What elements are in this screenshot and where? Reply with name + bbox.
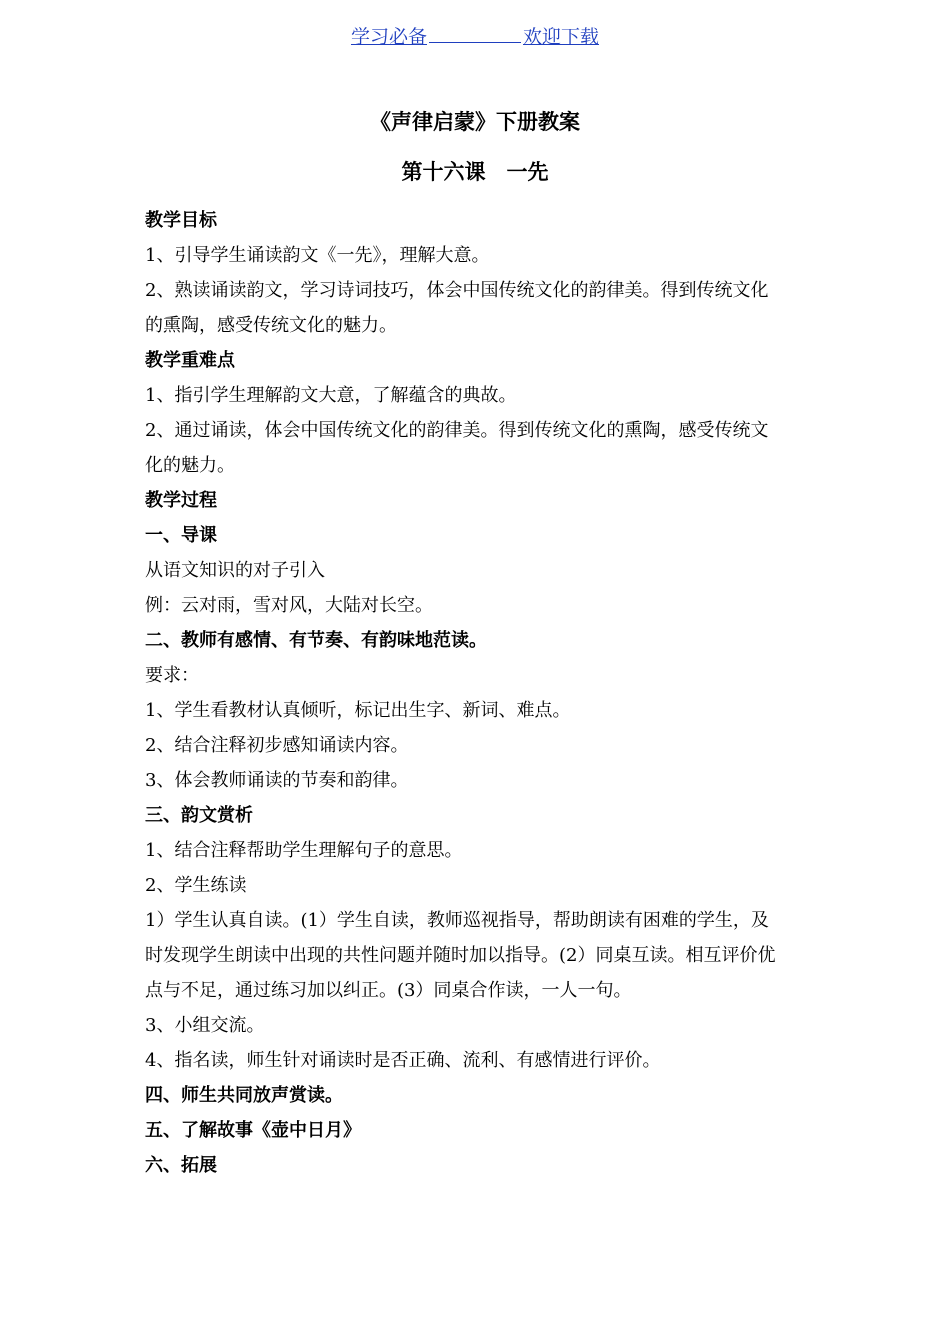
document-title: 《声律启蒙》下册教案 xyxy=(370,109,580,134)
section-heading: 五、了解故事《壶中日月》 xyxy=(145,1120,361,1141)
section-heading: 教学重难点 xyxy=(145,350,235,371)
header-right-text: 欢迎下载 xyxy=(523,26,600,48)
section-heading: 四、师生共同放声赏读。 xyxy=(145,1085,343,1106)
body-text-line: 1、引导学生诵读韵文《一先》，理解大意。 xyxy=(145,245,490,266)
section-heading: 一、导课 xyxy=(145,525,217,546)
body-text-line: 要求： xyxy=(145,665,199,686)
body-text-line: 2、通过诵读，体会中国传统文化的韵律美。得到传统文化的熏陶，感受传统文 xyxy=(145,420,769,441)
header-left-text: 学习必备 xyxy=(350,26,427,48)
body-text-line: 4、指名读，师生针对诵读时是否正确、流利、有感情进行评价。 xyxy=(145,1050,661,1071)
body-text-line: 的熏陶，感受传统文化的魅力。 xyxy=(145,315,397,336)
body-text-line: 2、学生练读 xyxy=(145,875,247,896)
body-text-line: 2、熟读诵读韵文，学习诗词技巧，体会中国传统文化的韵律美。得到传统文化 xyxy=(145,280,769,301)
body-text-line: 化的魅力。 xyxy=(145,455,235,476)
page-header xyxy=(0,22,950,49)
body-text-line: 1、结合注释帮助学生理解句子的意思。 xyxy=(145,840,463,861)
body-text-line: 例：云对雨，雪对风，大陆对长空。 xyxy=(145,595,433,616)
body-text-line: 2、结合注释初步感知诵读内容。 xyxy=(145,735,409,756)
body-text-line: 时发现学生朗读中出现的共性问题并随时加以指导。(2）同桌互读。相互评价优 xyxy=(145,945,776,966)
section-heading: 教学目标 xyxy=(145,210,217,231)
section-heading: 三、韵文赏析 xyxy=(145,805,253,826)
body-text-line: 1、指引学生理解韵文大意，了解蕴含的典故。 xyxy=(145,385,517,406)
body-text-line: 3、体会教师诵读的节奏和韵律。 xyxy=(145,770,409,791)
body-text-line: 1、学生看教材认真倾听，标记出生字、新词、难点。 xyxy=(145,700,571,721)
document-body xyxy=(145,203,813,1183)
section-heading: 二、教师有感情、有节奏、有韵味地范读。 xyxy=(145,630,487,651)
section-heading: 六、拓展 xyxy=(145,1155,217,1176)
body-text-line: 点与不足，通过练习加以纠正。(3）同桌合作读，一人一句。 xyxy=(145,980,632,1001)
body-text-line: 从语文知识的对子引入 xyxy=(145,560,325,581)
lesson-title: 第十六课 一先 xyxy=(401,159,549,184)
body-text-line: 3、小组交流。 xyxy=(145,1015,265,1036)
header-underline-gap xyxy=(429,41,521,43)
body-text-line: 1）学生认真自读。(1）学生自读，教师巡视指导，帮助朗读有困难的学生，及 xyxy=(145,910,769,931)
section-heading: 教学过程 xyxy=(145,490,217,511)
